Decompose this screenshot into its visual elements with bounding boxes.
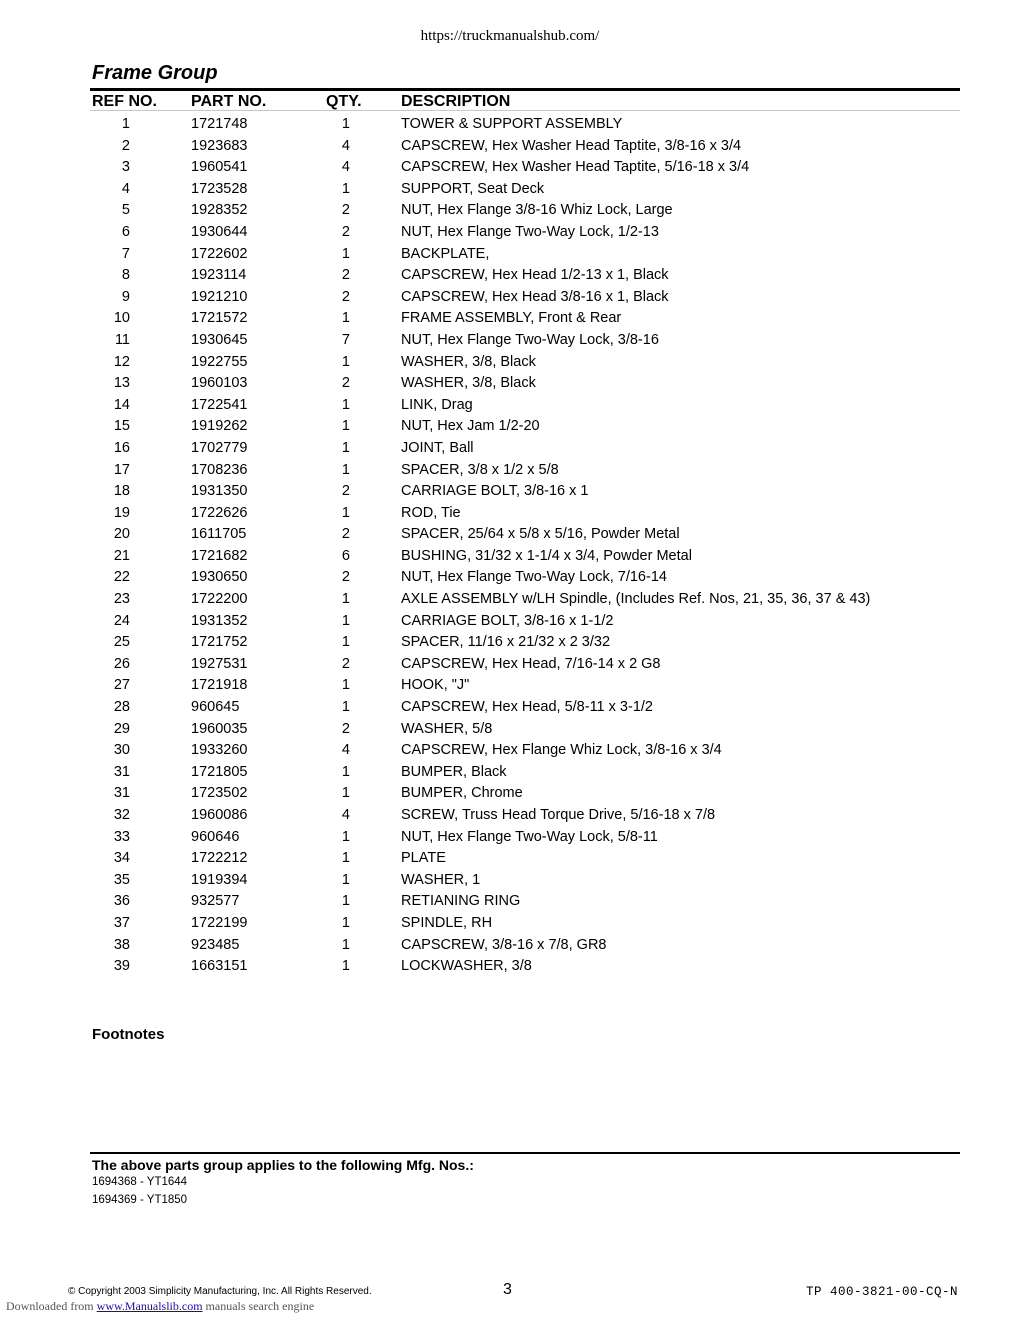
description-cell: BUMPER, Chrome [401,785,523,802]
ref-cell: 15 [113,418,130,435]
qty-cell: 2 [341,223,350,240]
description-cell: SPACER, 3/8 x 1/2 x 5/8 [401,461,559,478]
table-row [0,891,1020,913]
qty-cell: 1 [341,396,350,413]
title-rule [90,88,960,91]
table-row [0,416,1020,438]
description-cell: SPACER, 25/64 x 5/8 x 5/16, Powder Metal [401,526,680,543]
qty-cell: 1 [341,461,350,478]
column-header-part: PART NO. [191,93,267,110]
part-number-cell: 1722199 [191,914,248,931]
description-cell: NUT, Hex Flange 3/8-16 Whiz Lock, Large [401,202,673,219]
qty-cell: 2 [341,375,350,392]
part-number-cell: 1722626 [191,504,248,521]
qty-cell: 1 [341,439,350,456]
description-cell: SCREW, Truss Head Torque Drive, 5/16-18 x 7/8 [401,807,716,823]
ref-cell: 38 [113,936,130,953]
part-number-cell: 1722200 [191,591,248,608]
part-number-cell: 1708236 [191,461,248,478]
part-number-cell: 1960035 [191,720,248,737]
ref-cell: 27 [113,677,130,694]
ref-cell: 3 [121,159,130,176]
qty-cell: 2 [341,483,350,500]
part-number-cell: 1723502 [191,785,248,802]
table-row [0,719,1020,741]
qty-cell: 1 [341,591,350,608]
part-number-cell: 1721682 [191,547,248,564]
description-cell: BACKPLATE, [401,245,490,262]
qty-cell: 1 [341,785,350,802]
source-url: https://truckmanualshub.com/ [420,28,600,44]
part-number-cell: 1930644 [191,223,248,240]
download-prefix: Downloaded from [6,1299,97,1313]
qty-cell: 4 [341,137,350,154]
download-notice [6,1299,314,1314]
table-row [0,956,1020,978]
part-number-cell: 1931352 [191,612,248,629]
part-number-cell: 1923683 [191,137,248,154]
table-row [0,373,1020,395]
ref-cell: 33 [113,828,130,845]
ref-cell: 8 [121,267,130,284]
description-cell: NUT, Hex Flange Two-Way Lock, 5/8-11 [401,828,658,845]
ref-cell: 6 [121,223,130,240]
table-row [0,244,1020,266]
ref-cell: 35 [113,871,130,888]
description-cell: LOCKWASHER, 3/8 [401,958,532,975]
description-cell: AXLE ASSEMBLY w/LH Spindle, (Includes Ref. Nos, 21, 35, 36, 37 & 43) [401,591,871,608]
footnotes-heading: Footnotes [92,1026,165,1043]
qty-cell: 7 [341,331,350,348]
description-cell: BUSHING, 31/32 x 1-1/4 x 3/4, Powder Metal [401,547,692,564]
qty-cell: 2 [341,569,350,586]
table-row [0,308,1020,330]
description-cell: TOWER & SUPPORT ASSEMBLY [401,116,623,132]
ref-cell: 32 [113,807,130,823]
description-cell: LINK, Drag [401,396,473,413]
ref-cell: 1 [121,116,130,132]
description-cell: NUT, Hex Flange Two-Way Lock, 1/2-13 [401,223,659,240]
part-number-cell: 960646 [191,828,240,845]
ref-cell: 18 [113,483,130,500]
ref-cell: 36 [113,893,130,910]
table-row [0,697,1020,719]
description-cell: NUT, Hex Jam 1/2-20 [401,418,540,435]
description-cell: SUPPORT, Seat Deck [401,180,545,197]
description-cell: ROD, Tie [401,504,461,521]
qty-cell: 2 [341,526,350,543]
ref-cell: 25 [113,634,130,651]
part-number-cell: 1721918 [191,677,248,694]
document-number: TP 400-3821-00-CQ-N [805,1285,958,1299]
ref-cell: 29 [113,720,130,737]
qty-cell: 2 [341,202,350,219]
qty-cell: 1 [341,180,350,197]
ref-cell: 31 [113,785,130,802]
table-row [0,805,1020,827]
part-number-cell: 1933260 [191,742,248,759]
table-row [0,675,1020,697]
ref-cell: 9 [121,288,130,305]
qty-cell: 1 [341,763,350,780]
qty-cell: 4 [341,807,350,823]
part-number-cell: 1922755 [191,353,248,370]
table-row [0,654,1020,676]
part-number-cell: 1721805 [191,763,248,780]
table-row [0,524,1020,546]
qty-cell: 1 [341,893,350,910]
table-row [0,352,1020,374]
description-cell: CARRIAGE BOLT, 3/8-16 x 1 [401,483,589,500]
description-cell: JOINT, Ball [401,439,474,456]
part-number-cell: 1919262 [191,418,248,435]
table-row [0,222,1020,244]
qty-cell: 1 [341,936,350,953]
ref-cell: 37 [113,914,130,931]
qty-cell: 2 [341,655,350,672]
table-row [0,870,1020,892]
qty-cell: 1 [341,828,350,845]
part-number-cell: 1723528 [191,180,248,197]
ref-cell: 30 [113,742,130,759]
column-header-ref: REF NO. [92,93,157,110]
part-number-cell: 960645 [191,699,240,716]
table-row [0,330,1020,352]
ref-cell: 4 [121,180,130,197]
table-row [0,546,1020,568]
qty-cell: 1 [341,310,350,327]
part-number-cell: 1960086 [191,807,248,823]
table-row [0,913,1020,935]
applies-heading: The above parts group applies to the following Mfg. Nos.: [92,1157,474,1173]
description-cell: BUMPER, Black [401,763,507,780]
table-row [0,783,1020,805]
qty-cell: 1 [341,353,350,370]
part-number-cell: 1722212 [191,850,248,867]
part-number-cell: 1921210 [191,288,248,305]
column-header-qty: QTY. [326,93,362,110]
table-row [0,395,1020,417]
part-number-cell: 1611705 [191,526,247,543]
part-number-cell: 1960103 [191,375,248,392]
mfg-number: 1694368 - YT1644 [92,1176,188,1188]
page-number: 3 [503,1281,512,1298]
description-cell: CAPSCREW, Hex Head, 7/16-14 x 2 G8 [401,655,661,672]
ref-cell: 28 [113,699,130,716]
part-number-cell: 1721572 [191,310,248,327]
table-row [0,827,1020,849]
table-row [0,136,1020,158]
table-row [0,179,1020,201]
part-number-cell: 1721752 [191,634,248,651]
table-row [0,567,1020,589]
ref-cell: 19 [113,504,130,521]
ref-cell: 2 [121,137,130,154]
mfg-number: 1694369 - YT1850 [92,1194,188,1206]
table-row [0,632,1020,654]
description-cell: CAPSCREW, Hex Washer Head Taptite, 5/16-18 x 3/4 [401,159,750,176]
qty-cell: 1 [341,699,350,716]
ref-cell: 20 [113,526,130,543]
ref-cell: 16 [113,439,130,456]
qty-cell: 2 [341,288,350,305]
parts-table [0,114,1020,978]
ref-cell: 11 [114,331,130,348]
qty-cell: 1 [341,871,350,888]
description-cell: WASHER, 5/8 [401,720,493,737]
description-cell: CAPSCREW, Hex Head 1/2-13 x 1, Black [401,267,669,284]
part-number-cell: 1927531 [191,655,248,672]
ref-cell: 31 [113,763,130,780]
table-row [0,265,1020,287]
table-row [0,481,1020,503]
part-number-cell: 923485 [191,936,240,953]
description-cell: PLATE [401,850,446,867]
part-number-cell: 1919394 [191,871,248,888]
part-number-cell: 1931350 [191,483,248,500]
part-number-cell: 1721748 [191,116,248,132]
table-row [0,114,1020,136]
table-row [0,848,1020,870]
table-row [0,740,1020,762]
description-cell: WASHER, 3/8, Black [401,375,536,392]
table-row [0,200,1020,222]
part-number-cell: 1722602 [191,245,248,262]
header-divider [90,110,960,111]
ref-cell: 39 [113,958,130,975]
part-number-cell: 1928352 [191,202,248,219]
qty-cell: 1 [341,958,350,975]
ref-cell: 17 [113,461,130,478]
table-row [0,157,1020,179]
description-cell: CAPSCREW, Hex Flange Whiz Lock, 3/8-16 x 3/4 [401,742,722,759]
ref-cell: 14 [113,396,130,413]
description-cell: SPINDLE, RH [401,914,493,931]
description-cell: WASHER, 3/8, Black [401,353,536,370]
part-number-cell: 1930650 [191,569,248,586]
ref-cell: 12 [113,353,130,370]
table-row [0,503,1020,525]
qty-cell: 2 [341,720,350,737]
part-number-cell: 932577 [191,893,240,910]
qty-cell: 1 [341,418,350,435]
description-cell: CAPSCREW, Hex Head, 5/8-11 x 3-1/2 [401,699,653,716]
qty-cell: 1 [341,245,350,262]
ref-cell: 23 [113,591,130,608]
part-number-cell: 1960541 [191,159,248,176]
applies-rule [90,1152,960,1154]
qty-cell: 2 [341,267,350,284]
description-cell: FRAME ASSEMBLY, Front & Rear [401,310,622,327]
ref-cell: 10 [113,310,130,327]
manualslib-link[interactable]: www.Manualslib.com [96,1299,203,1313]
description-cell: CARRIAGE BOLT, 3/8-16 x 1-1/2 [401,612,614,629]
qty-cell: 4 [341,159,350,176]
ref-cell: 7 [121,245,130,262]
ref-cell: 26 [113,655,130,672]
qty-cell: 1 [341,116,350,132]
qty-cell: 1 [341,612,350,629]
part-number-cell: 1930645 [191,331,248,348]
table-row [0,611,1020,633]
description-cell: SPACER, 11/16 x 21/32 x 2 3/32 [401,634,611,651]
ref-cell: 5 [121,202,130,219]
copyright-notice: © Copyright 2003 Simplicity Manufacturing, Inc. All Rights Reserved. [68,1286,372,1297]
qty-cell: 6 [341,547,350,564]
part-number-cell: 1722541 [191,396,248,413]
ref-cell: 22 [113,569,130,586]
ref-cell: 24 [113,612,130,629]
description-cell: CAPSCREW, Hex Washer Head Taptite, 3/8-16 x 3/4 [401,137,742,154]
description-cell: CAPSCREW, Hex Head 3/8-16 x 1, Black [401,288,669,305]
qty-cell: 1 [341,634,350,651]
description-cell: RETIANING RING [401,893,521,910]
part-number-cell: 1923114 [191,267,247,284]
qty-cell: 1 [341,850,350,867]
table-row [0,460,1020,482]
description-cell: WASHER, 1 [401,871,481,888]
description-cell: CAPSCREW, 3/8-16 x 7/8, GR8 [401,936,607,953]
table-row [0,935,1020,957]
table-row [0,762,1020,784]
qty-cell: 1 [341,914,350,931]
qty-cell: 1 [341,504,350,521]
description-cell: NUT, Hex Flange Two-Way Lock, 7/16-14 [401,569,667,586]
ref-cell: 13 [113,375,130,392]
ref-cell: 21 [113,547,130,564]
table-row [0,438,1020,460]
qty-cell: 4 [341,742,350,759]
table-row [0,589,1020,611]
table-row [0,287,1020,309]
column-header-description: DESCRIPTION [401,93,511,110]
part-number-cell: 1702779 [191,439,248,456]
part-number-cell: 1663151 [191,958,248,975]
download-suffix: manuals search engine [202,1299,315,1313]
description-cell: NUT, Hex Flange Two-Way Lock, 3/8-16 [401,331,659,348]
ref-cell: 34 [113,850,130,867]
qty-cell: 1 [341,677,350,694]
page-title: Frame Group [92,62,218,84]
description-cell: HOOK, "J" [401,677,470,694]
